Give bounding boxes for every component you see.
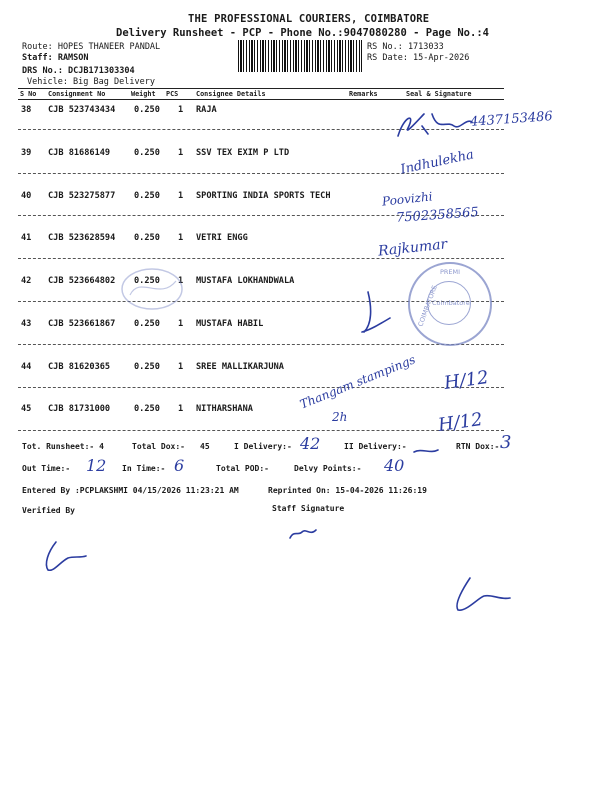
weight: 0.250	[134, 105, 160, 115]
sno: 40	[21, 191, 32, 201]
col-sno: S No	[20, 90, 37, 98]
pcs: 1	[178, 362, 184, 372]
weight: 0.250	[134, 276, 160, 286]
in-time-value: 6	[174, 456, 185, 475]
sno: 42	[21, 276, 32, 286]
consignee: SPORTING INDIA SPORTS TECH	[196, 191, 331, 201]
h12-mark-second: H/12	[436, 408, 484, 437]
weight: 0.250	[134, 362, 160, 372]
verified-by-label: Verified By	[22, 506, 75, 515]
total-pod-label: Total POD:-	[216, 464, 269, 473]
barcode	[238, 40, 362, 72]
seal-top-text: PREMI	[440, 268, 461, 276]
consignee: RAJA	[196, 105, 217, 115]
runsheet-subtitle: Delivery Runsheet - PCP - Phone No.:9047080280 - Page No.:4	[116, 27, 489, 39]
consignment-no: CJB 81620365	[48, 362, 111, 372]
weight: 0.250	[134, 191, 160, 201]
delvy-points-value: 40	[384, 456, 405, 475]
total-dox-label: Total Dox:-	[132, 442, 185, 451]
faint-stamp-mark	[120, 265, 184, 313]
h12-mark-first: H/12	[442, 366, 490, 395]
pcs: 1	[178, 276, 184, 286]
weight: 0.250	[134, 233, 160, 243]
consignment-no: CJB 523275877	[48, 191, 116, 201]
weight: 0.250	[134, 404, 160, 414]
consignee: SSV TEX EXIM P LTD	[196, 148, 290, 158]
row41-handwritten-name: Rajkumar	[377, 236, 449, 260]
consignee: VETRI ENGG	[196, 233, 248, 243]
consignee: SREE MALLIKARJUNA	[196, 362, 284, 372]
company-title: THE PROFESSIONAL COURIERS, COIMBATORE	[188, 13, 430, 25]
pcs: 1	[178, 191, 184, 201]
weight: 0.250	[134, 319, 160, 329]
row-divider	[18, 258, 504, 259]
col-weight: Weight	[131, 90, 156, 98]
col-seal: Seal & Signature	[406, 90, 472, 98]
staff-signature-mark	[288, 526, 318, 542]
consignment-no: CJB 523743434	[48, 105, 116, 115]
consignee: NITHARSHANA	[196, 404, 253, 414]
ii-delivery-label: II Delivery:-	[344, 442, 407, 451]
consignment-no: CJB 81731000	[48, 404, 111, 414]
col-pcs: PCS	[166, 90, 179, 98]
row-divider	[18, 387, 504, 388]
sno: 41	[21, 233, 32, 243]
i-delivery-label: I Delivery:-	[234, 442, 292, 451]
num-2h: 2h	[332, 410, 348, 424]
sno: 45	[21, 404, 32, 414]
header-bottom-rule	[18, 99, 504, 100]
consignment-no: CJB 523661867	[48, 319, 116, 329]
row42-signature-stroke	[356, 290, 396, 340]
drs-number: DRS No.: DCJB171303304	[22, 66, 135, 76]
total-dox-value: 45	[200, 442, 210, 451]
ii-delivery-dash	[412, 446, 440, 456]
pcs: 1	[178, 148, 184, 158]
total-runsheet: Tot. Runsheet:- 4	[22, 442, 104, 451]
row38-phone: 4437153486	[469, 109, 554, 130]
entered-by: Entered By :PCPLAKSHMI 04/15/2026 11:23:21 AM	[22, 486, 239, 495]
sno: 39	[21, 148, 32, 158]
route-label: Route: HOPES THANEER PANDAL	[22, 42, 161, 52]
consignment-no: CJB 523664802	[48, 276, 116, 286]
row38-signature	[394, 108, 474, 142]
consignment-no: CJB 81686149	[48, 148, 111, 158]
row40-phone: 7502358565	[395, 205, 480, 226]
col-remarks: Remarks	[349, 90, 378, 98]
consignee: MUSTAFA LOKHANDWALA	[196, 276, 295, 286]
company-seal-stamp	[408, 262, 492, 346]
rs-date: RS Date: 15-Apr-2026	[367, 53, 470, 63]
bottom-right-signature	[444, 576, 514, 616]
out-time-value: 12	[86, 456, 107, 475]
vehicle-label: Vehicle: Big Bag Delivery	[27, 77, 155, 87]
col-consignee: Consignee Details	[196, 90, 266, 98]
staff-signature-label: Staff Signature	[272, 504, 345, 513]
row39-handwritten-name: Indhulekha	[399, 147, 476, 178]
header-top-rule	[18, 88, 504, 89]
sno: 38	[21, 105, 32, 115]
reprinted-on: Reprinted On: 15-04-2026 11:26:19	[268, 486, 427, 495]
rs-number: RS No.: 1713033	[367, 42, 444, 52]
staff-label: Staff: RAMSON	[22, 53, 89, 63]
row-divider	[18, 344, 504, 345]
consignee: MUSTAFA HABIL	[196, 319, 264, 329]
i-delivery-value: 42	[300, 434, 321, 453]
rtn-dox-label: RTN Dox:-	[456, 442, 500, 451]
seal-side-text: COIMBATORE	[416, 284, 439, 328]
weight: 0.250	[134, 148, 160, 158]
sno: 43	[21, 319, 32, 329]
out-time-label: Out Time:-	[22, 464, 71, 473]
pcs: 1	[178, 404, 184, 414]
delvy-points-label: Delvy Points:-	[294, 464, 362, 473]
sno: 44	[21, 362, 32, 372]
rtn-dox-value: 3	[500, 432, 512, 453]
pcs: 1	[178, 105, 184, 115]
row40-handwritten-name: Poovizhi	[381, 189, 434, 209]
pcs: 1	[178, 319, 184, 329]
consignment-no: CJB 523628594	[48, 233, 116, 243]
pcs: 1	[178, 233, 184, 243]
seal-center-text: Coimbatore	[432, 299, 470, 307]
col-consignment: Consignment No	[48, 90, 106, 98]
row-divider	[18, 430, 504, 431]
row-divider	[18, 173, 504, 174]
verified-by-signature	[40, 540, 90, 574]
in-time-label: In Time:-	[122, 464, 166, 473]
row44-note: Thangam stampings	[297, 352, 418, 412]
